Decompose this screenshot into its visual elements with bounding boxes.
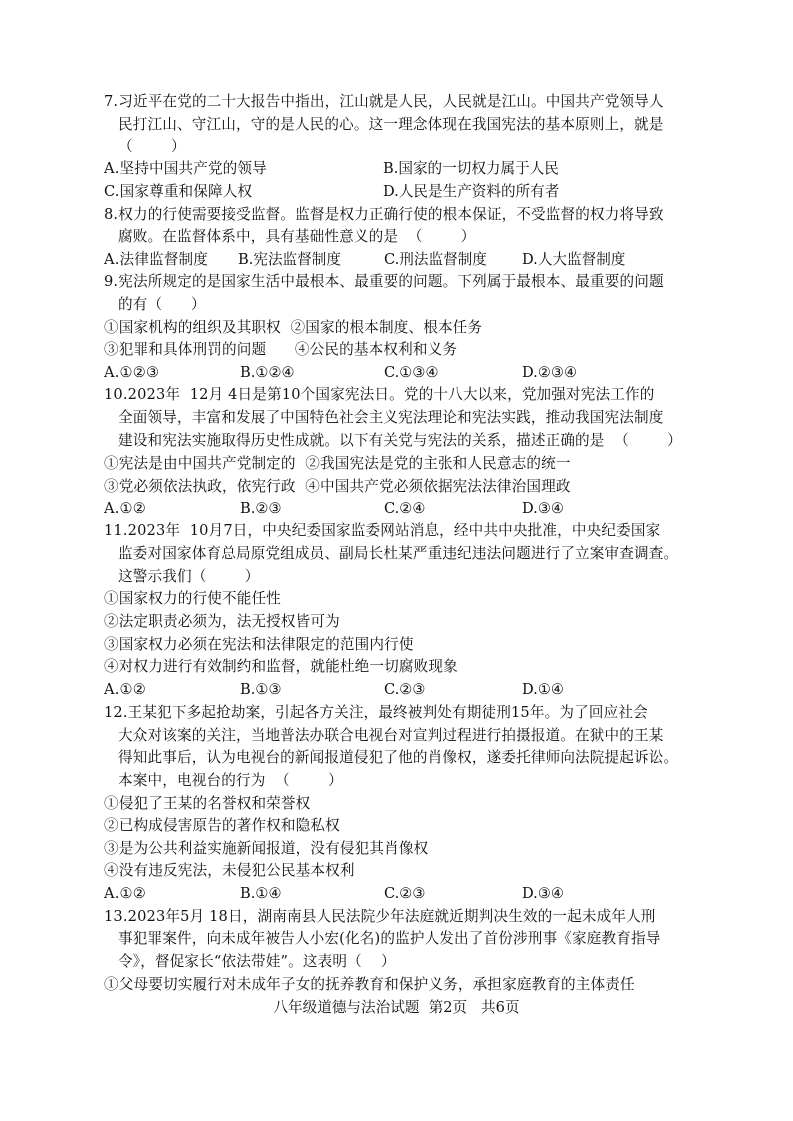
q13-stem-line3: 令》，督促家长“依法带娃”。这表明（ ）	[118, 953, 396, 970]
q11-statement-1: ①国家权力的行使不能任性	[104, 590, 281, 607]
q12-statement-4: ④没有违反宪法，未侵犯公民基本权利	[104, 862, 355, 879]
q8-option-a: A.法律监督制度	[104, 251, 208, 268]
q11-stem-line2: 监委对国家体育总局原党组成员、副局长杜某严重违纪违法问题进行了立案审查调查。	[118, 545, 679, 562]
q9-statement-line2: ③犯罪和具体刑罚的问题 ④公民的基本权利和义务	[104, 341, 458, 358]
q7-option-a: A.坚持中国共产党的领导	[104, 160, 267, 177]
q9-option-c: C.①③④	[384, 364, 439, 381]
q7-stem-line1: 7.习近平在党的二十大报告中指出，江山就是人民，人民就是江山。中国共产党领导人	[104, 93, 664, 110]
page-footer: 八年级道德与法治试题 第2页 共6页	[273, 999, 520, 1016]
q12-stem-line1: 12.王某犯下多起抢劫案，引起各方关注，最终被判处有期徒刑15年。为了回应社会	[104, 704, 648, 721]
q7-stem-line3: （ ）	[118, 138, 186, 155]
q11-stem-line3: 这警示我们（ ）	[118, 568, 260, 585]
q10-option-b: B.②③	[240, 500, 282, 517]
q11-statement-4: ④对权力进行有效制约和监督，就能杜绝一切腐败现象	[104, 658, 458, 675]
q13-statement-1: ①父母要切实履行对未成年子女的抚养教育和保护义务，承担家庭教育的主体责任	[104, 976, 635, 993]
q13-stem-line1: 13.2023年5月 18日，湖南南县人民法院少年法庭就近期判决生效的一起未成年人刑	[104, 908, 656, 925]
q8-stem-line2: 腐败。在监督体系中，具有基础性意义的是 （ ）	[118, 228, 476, 245]
q8-option-d: D.人大监督制度	[522, 251, 626, 268]
q9-option-d: D.②③④	[522, 364, 578, 381]
q12-stem-line3: 得知此事后，认为电视台的新闻报道侵犯了他的肖像权，遂委托律师向法院提起诉讼。	[118, 749, 679, 766]
q9-stem-line2: 的有（ ）	[118, 296, 206, 313]
q12-stem-line4: 本案中，电视台的行为 （ ）	[118, 772, 343, 789]
q10-stem-line1: 10.2023年 12月 4日是第10个国家宪法日。党的十八大以来，党加强对宪法工作的	[104, 386, 655, 403]
q12-statement-3: ③是为公共利益实施新闻报道，没有侵犯其肖像权	[104, 840, 429, 857]
q10-option-d: D.③④	[522, 500, 564, 517]
q9-statement-line1: ①国家机构的组织及其职权 ②国家的根本制度、根本任务	[104, 319, 483, 336]
q12-option-d: D.③④	[522, 885, 564, 902]
q8-stem-line1: 8.权力的行使需要接受监督。监督是权力正确行使的根本保证，不受监督的权力将导致	[104, 206, 664, 223]
q13-stem-line2: 事犯罪案件，向未成年被告人小宏(化名)的监护人发出了首份涉刑事《家庭教育指导	[118, 930, 661, 947]
q11-option-d: D.①④	[522, 681, 564, 698]
q11-statement-2: ②法定职责必须为，法无授权皆可为	[104, 613, 340, 630]
q10-option-a: A.①②	[104, 500, 146, 517]
q10-statement-line1: ①宪法是由中国共产党制定的 ②我国宪法是党的主张和人民意志的统一	[104, 455, 571, 472]
q11-option-a: A.①②	[104, 681, 146, 698]
q10-stem-line3: 建设和宪法实施取得历史性成就。以下有关党与宪法的关系，描述正确的是 （ ）	[118, 432, 682, 449]
q11-option-c: C.②③	[384, 681, 426, 698]
q7-option-c: C.国家尊重和保障人权	[104, 183, 253, 200]
q12-statement-2: ②已构成侵害原告的著作权和隐私权	[104, 817, 340, 834]
q9-option-a: A.①②③	[104, 364, 160, 381]
q10-option-c: C.②④	[384, 500, 426, 517]
q12-option-c: C.②③	[384, 885, 426, 902]
q7-option-d: D.人民是生产资料的所有者	[383, 183, 560, 200]
q8-option-b: B.宪法监督制度	[238, 251, 341, 268]
q11-stem-line1: 11.2023年 10月7日，中央纪委国家监委网站消息，经中共中央批准，中央纪委国家	[104, 522, 661, 539]
q12-option-a: A.①②	[104, 885, 146, 902]
q12-statement-1: ①侵犯了王某的名誉权和荣誉权	[104, 795, 311, 812]
q7-option-b: B.国家的一切权力属于人民	[383, 160, 559, 177]
q10-stem-line2: 全面领导，丰富和发展了中国特色社会主义宪法理论和宪法实践，推动我国宪法制度	[118, 409, 664, 426]
q9-option-b: B.①②④	[240, 364, 295, 381]
q12-stem-line2: 大众对该案的关注，当地普法办联合电视台对宣判过程进行拍摄报道。在狱中的王某	[118, 727, 664, 744]
q11-statement-3: ③国家权力必须在宪法和法律限定的范围内行使	[104, 636, 414, 653]
q10-statement-line2: ③党必须依法执政，依宪行政 ④中国共产党必须依据宪法法律治国理政	[104, 478, 571, 495]
q9-stem-line1: 9.宪法所规定的是国家生活中最根本、最重要的问题。下列属于最根本、最重要的问题	[104, 273, 664, 290]
q12-option-b: B.①④	[240, 885, 282, 902]
q11-option-b: B.①③	[240, 681, 282, 698]
q7-stem-line2: 民打江山、守江山，守的是人民的心。这一理念体现在我国宪法的基本原则上，就是	[118, 116, 664, 133]
q8-option-c: C.刑法监督制度	[384, 251, 487, 268]
